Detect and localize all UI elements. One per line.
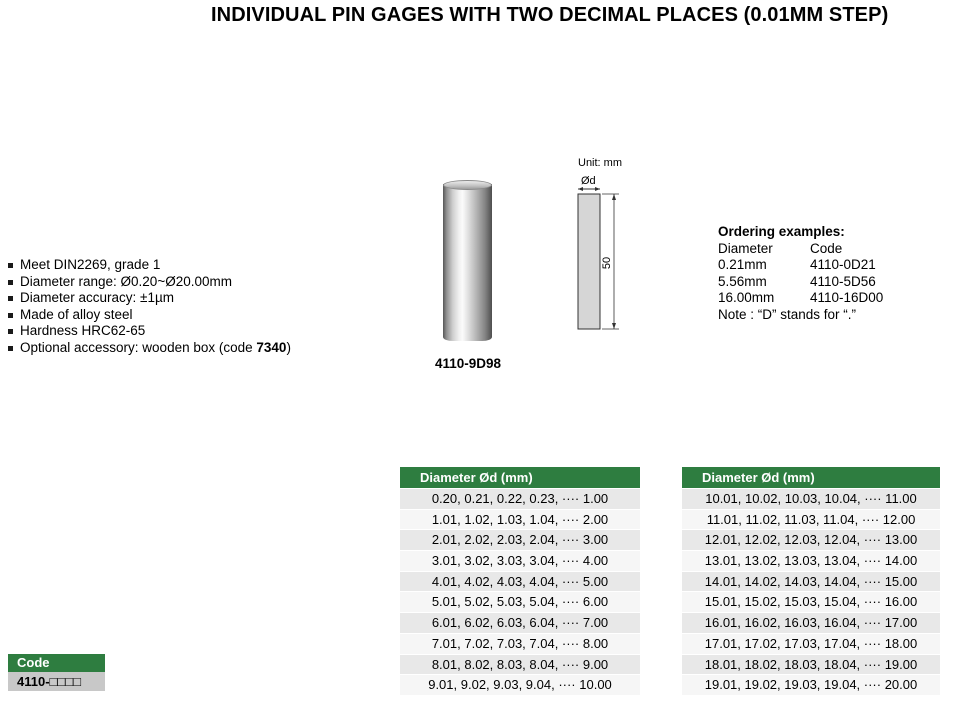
table-row: 7.01, 7.02, 7.03, 7.04, ···· 8.00 bbox=[400, 633, 640, 654]
pin-outline-rect bbox=[578, 194, 600, 329]
feature-item bbox=[8, 323, 291, 340]
pin-body bbox=[443, 184, 492, 341]
diameter-table-2 bbox=[682, 467, 940, 695]
feature-item-label: Diameter range: Ø0.20~Ø20.00mm bbox=[20, 273, 232, 289]
table-row: 5.01, 5.02, 5.03, 5.04, ···· 6.00 bbox=[400, 591, 640, 612]
feature-item bbox=[8, 290, 291, 307]
pin-gage-photo bbox=[443, 180, 492, 341]
ordering-row bbox=[718, 290, 883, 307]
feature-item-label: Hardness HRC62-65 bbox=[20, 323, 146, 338]
arrowhead-icon bbox=[612, 194, 616, 200]
ordering-diameter: 5.56mm bbox=[718, 273, 767, 289]
table-row: 14.01, 14.02, 14.03, 14.04, ···· 15.00 bbox=[682, 571, 940, 592]
feature-item-label: Made of alloy steel bbox=[20, 306, 133, 322]
table-row: 16.01, 16.02, 16.03, 16.04, ···· 17.00 bbox=[682, 612, 940, 633]
feature-accessory-prefix: Optional accessory: wooden box (code bbox=[20, 339, 257, 355]
bullet-square-icon bbox=[8, 263, 13, 268]
table-row: 2.01, 2.02, 2.03, 2.04, ···· 3.00 bbox=[400, 529, 640, 550]
ordering-title: Ordering examples: bbox=[718, 224, 845, 239]
table-row: 9.01, 9.02, 9.03, 9.04, ···· 10.00 bbox=[400, 674, 640, 695]
pin-code-label: 4110-9D98 bbox=[434, 356, 502, 371]
arrowhead-icon bbox=[595, 187, 600, 191]
table-row: 6.01, 6.02, 6.03, 6.04, ···· 7.00 bbox=[400, 612, 640, 633]
code-legend-value: 4110-□□□□ bbox=[8, 672, 105, 691]
table-row: 4.01, 4.02, 4.03, 4.04, ···· 5.00 bbox=[400, 571, 640, 592]
ordering-diameter: 16.00mm bbox=[718, 290, 775, 305]
unit-label: Unit: mm bbox=[578, 157, 622, 169]
feature-accessory-suffix: ) bbox=[286, 339, 291, 355]
table-row: 1.01, 1.02, 1.03, 1.04, ···· 2.00 bbox=[400, 509, 640, 530]
ordering-note: Note : “D” stands for “.” bbox=[718, 306, 857, 322]
feature-item bbox=[8, 257, 291, 274]
ordering-header-diameter: Diameter bbox=[718, 240, 773, 256]
table-row: 19.01, 19.02, 19.03, 19.04, ···· 20.00 bbox=[682, 674, 940, 695]
feature-item bbox=[8, 307, 291, 324]
bullet-square-icon bbox=[8, 280, 13, 285]
pin-top-face bbox=[443, 180, 492, 190]
ordering-diameter: 0.21mm bbox=[718, 257, 767, 272]
table-row: 0.20, 0.21, 0.22, 0.23, ···· 1.00 bbox=[400, 488, 640, 509]
table-row: 12.01, 12.02, 12.03, 12.04, ···· 13.00 bbox=[682, 529, 940, 550]
table-row: 17.01, 17.02, 17.03, 17.04, ···· 18.00 bbox=[682, 633, 940, 654]
ordering-header-row bbox=[718, 241, 883, 258]
table-row: 8.01, 8.02, 8.03, 8.04, ···· 9.00 bbox=[400, 654, 640, 675]
page-title: INDIVIDUAL PIN GAGES WITH TWO DECIMAL PLACES (0.01MM STEP) bbox=[211, 4, 889, 26]
bullet-square-icon bbox=[8, 313, 13, 318]
bullet-square-icon bbox=[8, 296, 13, 301]
feature-item bbox=[8, 340, 291, 357]
feature-accessory-code: 7340 bbox=[256, 339, 287, 355]
table-body bbox=[400, 488, 640, 695]
table-row: 18.01, 18.02, 18.03, 18.04, ···· 19.00 bbox=[682, 654, 940, 675]
table-row: 15.01, 15.02, 15.03, 15.04, ···· 16.00 bbox=[682, 591, 940, 612]
ordering-code: 4110-16D00 bbox=[810, 290, 884, 305]
diameter-symbol-label: Ød bbox=[581, 175, 596, 187]
ordering-code: 4110-0D21 bbox=[810, 257, 876, 272]
ordering-row bbox=[718, 274, 883, 291]
table-row: 11.01, 11.02, 11.03, 11.04, ···· 12.00 bbox=[682, 509, 940, 530]
ordering-row bbox=[718, 257, 883, 274]
arrowhead-icon bbox=[578, 187, 583, 191]
feature-item bbox=[8, 274, 291, 291]
table-header: Diameter Ød (mm) bbox=[400, 467, 640, 488]
table-row: 3.01, 3.02, 3.03, 3.04, ···· 4.00 bbox=[400, 550, 640, 571]
feature-item-label bbox=[20, 340, 291, 357]
arrowhead-icon bbox=[612, 323, 616, 329]
ordering-header-code: Code bbox=[810, 240, 843, 256]
feature-item-label: Meet DIN2269, grade 1 bbox=[20, 257, 161, 272]
technical-drawing bbox=[555, 154, 655, 344]
table-header: Diameter Ød (mm) bbox=[682, 467, 940, 488]
features-list bbox=[8, 257, 291, 356]
diameter-table-1 bbox=[400, 467, 640, 695]
feature-item-label: Diameter accuracy: ±1µm bbox=[20, 290, 174, 305]
code-legend-header: Code bbox=[8, 654, 105, 672]
ordering-examples bbox=[718, 224, 883, 323]
table-body bbox=[682, 488, 940, 695]
ordering-code: 4110-5D56 bbox=[810, 273, 876, 289]
bullet-square-icon bbox=[8, 346, 13, 351]
table-row: 10.01, 10.02, 10.03, 10.04, ···· 11.00 bbox=[682, 488, 940, 509]
table-row: 13.01, 13.02, 13.03, 13.04, ···· 14.00 bbox=[682, 550, 940, 571]
length-dimension-label: 50 bbox=[601, 256, 613, 270]
bullet-square-icon bbox=[8, 329, 13, 334]
